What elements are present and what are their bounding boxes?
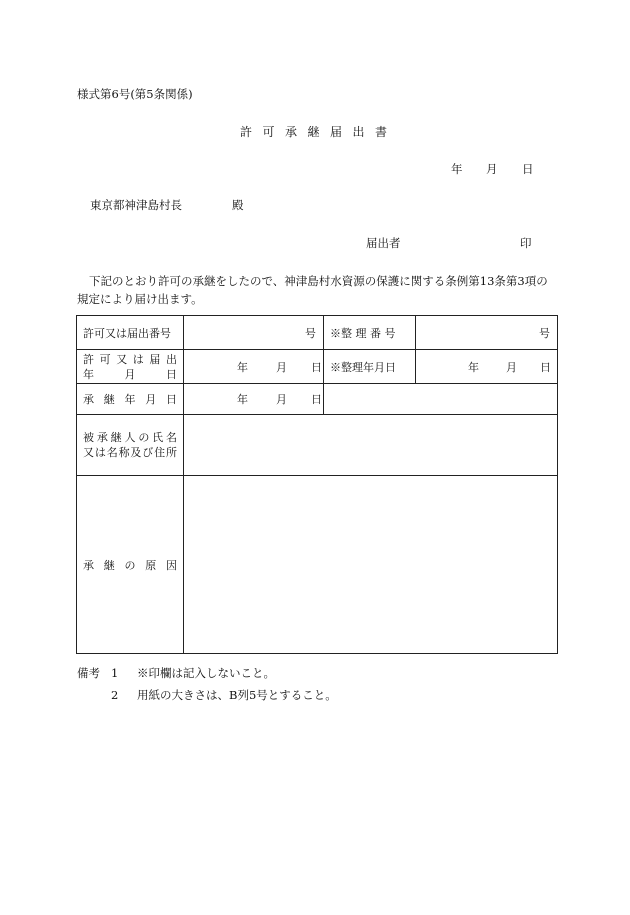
predecessor-label-line2: 又は名称及び住所	[83, 446, 177, 459]
succession-reason-field[interactable]	[184, 476, 558, 654]
addressee-honorific: 殿	[232, 198, 244, 212]
unit-year: 年	[468, 360, 479, 374]
unit-year: 年	[237, 393, 248, 406]
permit-number-field[interactable]	[184, 316, 324, 350]
ref-date-label: ※整理年月日	[324, 350, 416, 384]
permit-date-label-line2: 年月日	[83, 367, 177, 381]
succession-form-table	[76, 315, 558, 654]
permit-number-suffix: 号	[305, 326, 316, 340]
notes-heading: 備考	[77, 666, 100, 680]
table-row	[77, 350, 558, 384]
unit-month: 月	[276, 393, 287, 406]
unit-day: 日	[540, 360, 551, 374]
submitter-label: 届出者	[366, 236, 401, 250]
seal-mark: 印	[520, 236, 532, 250]
succession-date-field[interactable]	[184, 384, 324, 415]
table-row	[77, 384, 558, 415]
note-text: 用紙の大きさは、B列5号とすること。	[137, 688, 337, 702]
unit-day: 日	[311, 393, 322, 406]
permit-date-label	[77, 350, 184, 384]
table-row	[77, 316, 558, 350]
predecessor-label-line1: 被承継人の氏名	[83, 431, 177, 444]
table-row	[77, 476, 558, 654]
ref-number-label: ※整 理 番 号	[324, 316, 416, 350]
note-text: ※印欄は記入しないこと。	[137, 666, 275, 680]
document-title: 許可承継届出書	[240, 125, 398, 139]
ref-number-field[interactable]	[416, 316, 558, 350]
form-number-label: 様式第6号(第5条関係)	[77, 87, 193, 101]
permit-date-field[interactable]	[184, 350, 324, 384]
unit-year: 年	[237, 360, 248, 374]
succession-date-blank	[324, 384, 558, 415]
table-row	[77, 415, 558, 476]
ref-date-field[interactable]	[416, 350, 558, 384]
date-day: 日	[522, 162, 534, 176]
date-month: 月	[486, 162, 498, 176]
permit-number-label: 許可又は届出番号	[77, 316, 184, 350]
unit-day: 日	[311, 360, 322, 374]
succession-reason-label: 承継の原因	[77, 476, 184, 654]
body-paragraph: 下記のとおり許可の承継をしたので、神津島村水資源の保護に関する条例第13条第3項の規定により届け出ます。	[77, 274, 548, 306]
predecessor-field[interactable]	[184, 415, 558, 476]
unit-month: 月	[506, 360, 517, 374]
permit-date-label-line1: 許可又は届出	[83, 352, 177, 366]
note-number: 1	[111, 666, 119, 680]
note-number: 2	[111, 688, 119, 702]
note-item	[77, 684, 337, 706]
ref-number-suffix: 号	[539, 326, 550, 340]
unit-month: 月	[276, 360, 287, 374]
note-item	[77, 662, 337, 684]
addressee: 東京都神津島村長	[90, 198, 182, 212]
predecessor-label	[77, 415, 184, 476]
succession-date-label: 承継年月日	[77, 384, 184, 415]
date-year: 年	[451, 162, 463, 176]
notes	[77, 662, 337, 706]
